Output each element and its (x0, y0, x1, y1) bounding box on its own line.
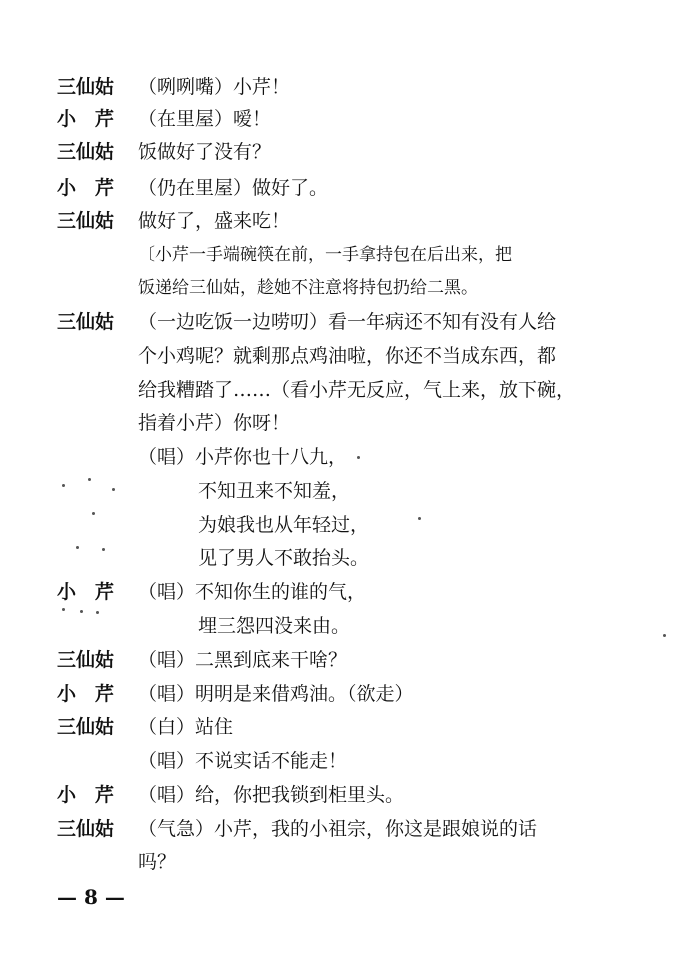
dialogue-line (0, 710, 690, 744)
dialogue-line (0, 778, 690, 812)
song-text: （唱）二黑到底来干啥？ (138, 649, 348, 671)
speaker-name: 小 芹 (57, 784, 115, 806)
dialogue-text: （仍在里屋）做好了。 (138, 177, 329, 199)
song-text: （唱）明明是来借鸡油。（欲走） (138, 683, 414, 705)
dialogue-text: （在里屋）嗳！ (138, 108, 272, 130)
dialogue-line (0, 171, 690, 205)
speaker-name: 三仙姑 (57, 716, 115, 738)
song-text: 为娘我也从年轻过， (198, 514, 370, 536)
dialogue-text: 吗？ (138, 851, 177, 873)
speaker-name: 三仙姑 (57, 311, 115, 333)
dialogue-line (0, 305, 690, 339)
song-line (0, 474, 690, 508)
scan-speck (92, 512, 95, 515)
speaker-name: 三仙姑 (57, 649, 115, 671)
speaker-name: 小 芹 (57, 108, 115, 130)
scan-speck (663, 634, 666, 637)
dialogue-line (0, 406, 690, 440)
dialogue-line (0, 70, 690, 104)
dialogue-line (0, 677, 690, 711)
scan-speck (62, 484, 65, 487)
dialogue-text: （白）站住 (138, 716, 234, 738)
dialogue-text: （咧咧嘴）小芹！ (138, 76, 291, 98)
dialogue-text: 给我糟踏了……（看小芹无反应，气上来，放下碗， (138, 379, 576, 401)
scan-speck (76, 546, 79, 549)
dialogue-line (0, 812, 690, 846)
dialogue-line (0, 102, 690, 136)
song-text: 见了男人不敢抬头。 (198, 547, 370, 569)
song-line (0, 609, 690, 643)
dialogue-line (0, 373, 690, 407)
dialogue-line (0, 135, 690, 169)
dialogue-line (0, 575, 690, 609)
song-text: 不知丑来不知羞， (198, 480, 351, 502)
scan-speck (88, 478, 91, 481)
speaker-name: 三仙姑 (57, 818, 115, 840)
stage-direction (0, 238, 690, 272)
speaker-name: 三仙姑 (57, 76, 115, 98)
dialogue-line (0, 643, 690, 677)
scan-speck (418, 517, 421, 520)
dialogue-text: （一边吃饭一边唠叨）看一年病还不知有没有人给 (138, 311, 557, 333)
scan-speck (96, 611, 99, 614)
song-text: （唱）给，你把我锁到柜里头。 (138, 784, 405, 806)
dialogue-line (0, 204, 690, 238)
scan-speck (112, 488, 115, 491)
stage-direction-text: 饭递给三仙姑，趁她不注意将持包扔给二黑。 (138, 278, 478, 298)
dialogue-line (0, 845, 690, 879)
dialogue-text: （气急）小芹，我的小祖宗，你这是跟娘说的话 (138, 818, 538, 840)
speaker-name: 三仙姑 (57, 141, 115, 163)
page-number: — 8 — (57, 885, 125, 909)
dialogue-text: 个小鸡呢？就剩那点鸡油啦，你还不当成东西，都 (138, 345, 557, 367)
dialogue-text: 做好了，盛来吃！ (138, 210, 291, 232)
scan-speck (102, 548, 105, 551)
song-text: 埋三怨四没来由。 (198, 615, 351, 637)
speaker-name: 小 芹 (57, 177, 115, 199)
speaker-name: 小 芹 (57, 581, 115, 603)
stage-direction (0, 271, 690, 305)
scan-speck (80, 610, 83, 613)
dialogue-line (0, 339, 690, 373)
stage-direction-text: 〔小芹一手端碗筷在前，一手拿持包在后出来，把 (138, 245, 512, 265)
song-line (0, 744, 690, 778)
song-line (0, 440, 690, 474)
song-text: （唱）不知你生的谁的气， (138, 581, 367, 603)
speaker-name: 三仙姑 (57, 210, 115, 232)
song-line (0, 541, 690, 575)
speaker-name: 小 芹 (57, 683, 115, 705)
song-line (0, 508, 690, 542)
scan-speck (62, 608, 65, 611)
song-text: （唱）小芹你也十八九， (138, 446, 348, 468)
song-text: （唱）不说实话不能走！ (138, 750, 348, 772)
dialogue-text: 指着小芹）你呀！ (138, 412, 291, 434)
scan-speck (357, 456, 360, 459)
dialogue-text: 饭做好了没有？ (138, 141, 272, 163)
